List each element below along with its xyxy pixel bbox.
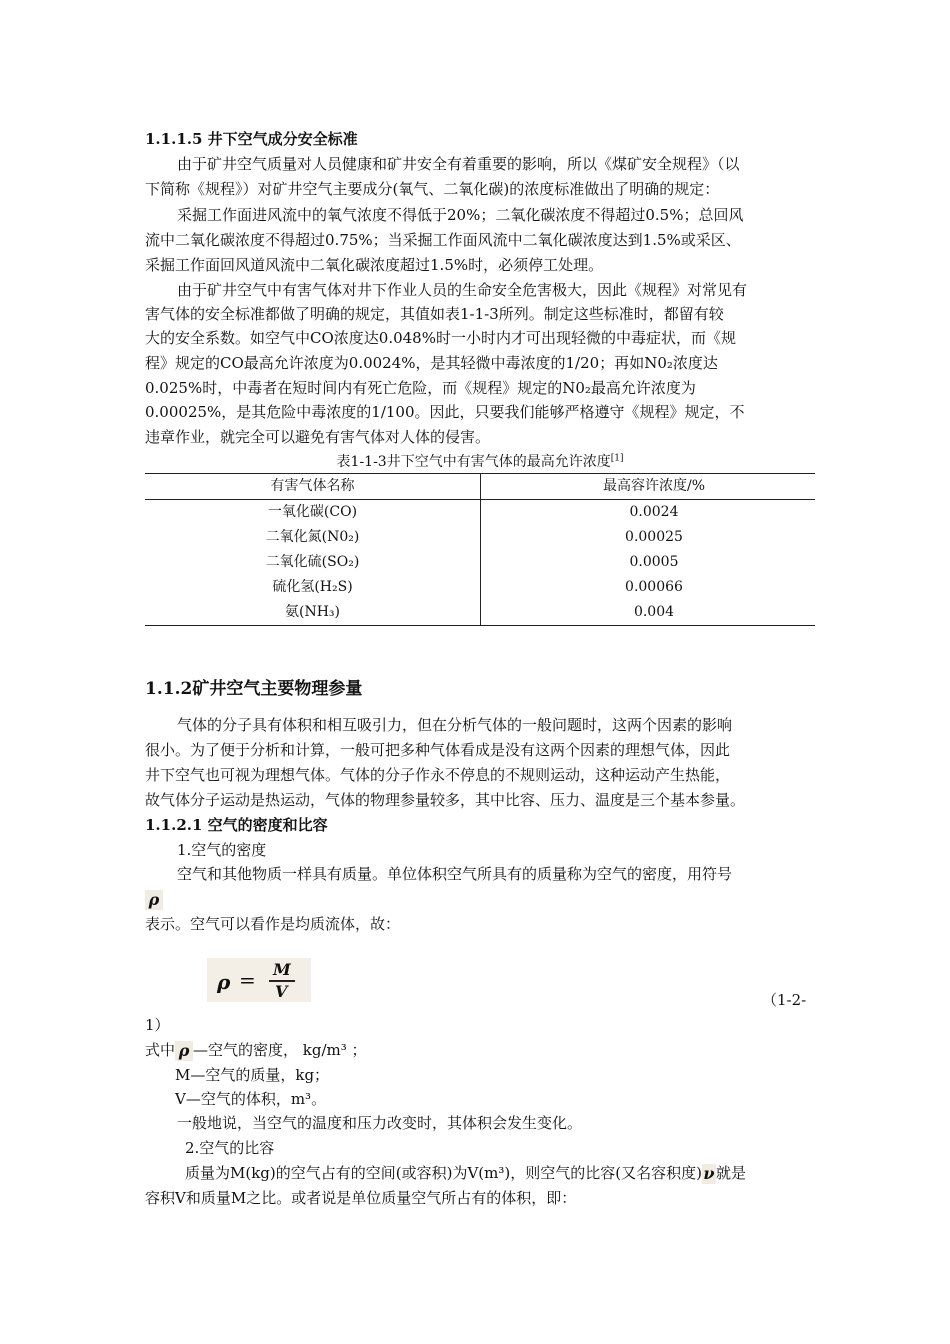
paragraph-line: 害气体的安全标准都做了明确的规定，其值如表1-1-3所列。制定这些标准时，都留有较 (145, 305, 724, 323)
subheading-density: 1.空气的密度 (177, 841, 267, 859)
paragraph-line: 气体的分子具有体积和相互吸引力，但在分析气体的一般问题时，这两个因素的影响 (177, 716, 733, 734)
formula-equals: = (239, 968, 256, 992)
table-caption (145, 451, 815, 471)
gas-limits-table (145, 473, 815, 626)
gas-name: 氨(NH₃) (145, 600, 481, 626)
section-heading-1115: 1.1.1.5 井下空气成分安全标准 (145, 130, 358, 148)
paragraph-line: 表示。空气可以看作是均质流体，故： (145, 915, 401, 933)
rho-symbol-icon: ρ (175, 1041, 193, 1061)
gas-name: 一氧化碳(CO) (145, 500, 481, 526)
formula-numerator: M (273, 960, 291, 979)
table-row (145, 500, 815, 526)
where-v-line: V—空气的体积，m³。 (175, 1090, 327, 1108)
gas-limit: 0.004 (481, 600, 816, 626)
paragraph-line: 违章作业，就完全可以避免有害气体对人体的侵害。 (145, 428, 491, 446)
paragraph-line: 故气体分子运动是热运动，气体的物理参量较多，其中比容、压力、温度是三个基本参量。 (145, 791, 746, 809)
paragraph-line: 程》规定的CO最高允许浓度为0.0024%，是其轻微中毒浓度的1/20；再如N0₂浓度达 (145, 354, 718, 372)
specific-volume-text: 质量为M(kg)的空气占有的空间(或容积)为V(m³)，则空气的比容(又名容积度) (185, 1164, 702, 1182)
where-rho-line (145, 1038, 367, 1063)
paragraph-line: 采掘工作面进风流中的氧气浓度不得低于20%；二氧化碳浓度不得超过0.5%；总回风 (177, 206, 744, 224)
paragraph-line: 容积V和质量M之比。或者说是单位质量空气所占有的体积，即： (145, 1189, 577, 1207)
table-row (145, 550, 815, 575)
rho-symbol-icon: ρ (145, 887, 163, 912)
specific-volume-line (185, 1161, 746, 1186)
paragraph-line: 一般地说，当空气的温度和压力改变时，其体积会发生变化。 (177, 1114, 583, 1132)
gas-limit: 0.00066 (625, 579, 683, 595)
table-row (145, 525, 815, 550)
density-formula (207, 958, 311, 1002)
paragraph-line: 由于矿井空气质量对人员健康和矿井安全有着重要的影响，所以《煤矿安全规程》（以 (177, 155, 740, 173)
gas-limit: 0.0024 (629, 504, 679, 520)
gas-name: 二氧化硫(SO₂) (145, 550, 481, 575)
specific-volume-text-end: 就是 (715, 1164, 746, 1182)
paragraph-line: 大的安全系数。如空气中CO浓度达0.048%时一小时内才可出现轻微的中毒症状，而《规 (145, 329, 736, 347)
paragraph-line: 空气和其他物质一样具有质量。单位体积空气所具有的质量称为空气的密度，用符号 (177, 865, 733, 883)
paragraph-line: 很小。为了便于分析和计算，一般可把多种气体看成是没有这两个因素的理想气体，因此 (145, 741, 731, 759)
section-heading-1121: 1.1.2.1 空气的密度和比容 (145, 816, 328, 834)
paragraph-line: 采掘工作面回风道风流中二氧化碳浓度超过1.5%时，必须停工处理。 (145, 256, 604, 274)
gas-limit: 0.00025 (625, 529, 683, 545)
column-header-name: 有害气体名称 (145, 474, 481, 500)
table-caption-text: 表1-1-3井下空气中有害气体的最高允许浓度 (336, 454, 611, 470)
equation-number-part2: 1） (145, 1016, 170, 1034)
formula-lhs: ρ (217, 970, 231, 994)
column-header-limit: 最高容许浓度/% (481, 474, 816, 500)
gas-limit: 0.0005 (629, 554, 679, 570)
paragraph-line: 0.00025%，是其危险中毒浓度的1/100。因此，只要我们能够严格遵守《规程》规定，不 (145, 403, 745, 421)
where-rho-text: —空气的密度， kg/m³ ； (193, 1041, 367, 1059)
section-heading-112: 1.1.2矿井空气主要物理参量 (145, 679, 363, 699)
equation-number-part1: （1-2- (762, 991, 807, 1009)
where-m-line: M—空气的质量，kg； (175, 1066, 330, 1084)
table-row (145, 575, 815, 600)
formula-denominator: V (275, 982, 288, 1001)
paragraph-line: 流中二氧化碳浓度不得超过0.75%；当采掘工作面风流中二氧化碳浓度达到1.5%或采区、 (145, 231, 741, 249)
where-prefix: 式中 (145, 1041, 176, 1059)
paragraph-line: 0.025%时，中毒者在短时间内有死亡危险，而《规程》规定的N0₂最高允许浓度为 (145, 379, 696, 397)
paragraph-line: 井下空气也可视为理想气体。气体的分子作永不停息的不规则运动，这种运动产生热能， (145, 766, 731, 784)
gas-name: 二氧化氮(N0₂) (145, 525, 481, 550)
table-header-row (145, 474, 815, 500)
subheading-specific-volume: 2.空气的比容 (185, 1139, 275, 1157)
paragraph-line: 下简称《规程》）对矿井空气主要成分(氧气、二氧化碳)的浓度标准做出了明确的规定： (145, 180, 720, 198)
table-caption-ref: [1] (610, 453, 624, 464)
nu-symbol-icon: ν (703, 1164, 715, 1183)
gas-name: 硫化氢(H₂S) (145, 575, 481, 600)
table-row (145, 600, 815, 626)
paragraph-line: 由于矿井空气中有害气体对井下作业人员的生命安全危害极大，因此《规程》对常见有 (177, 281, 748, 299)
